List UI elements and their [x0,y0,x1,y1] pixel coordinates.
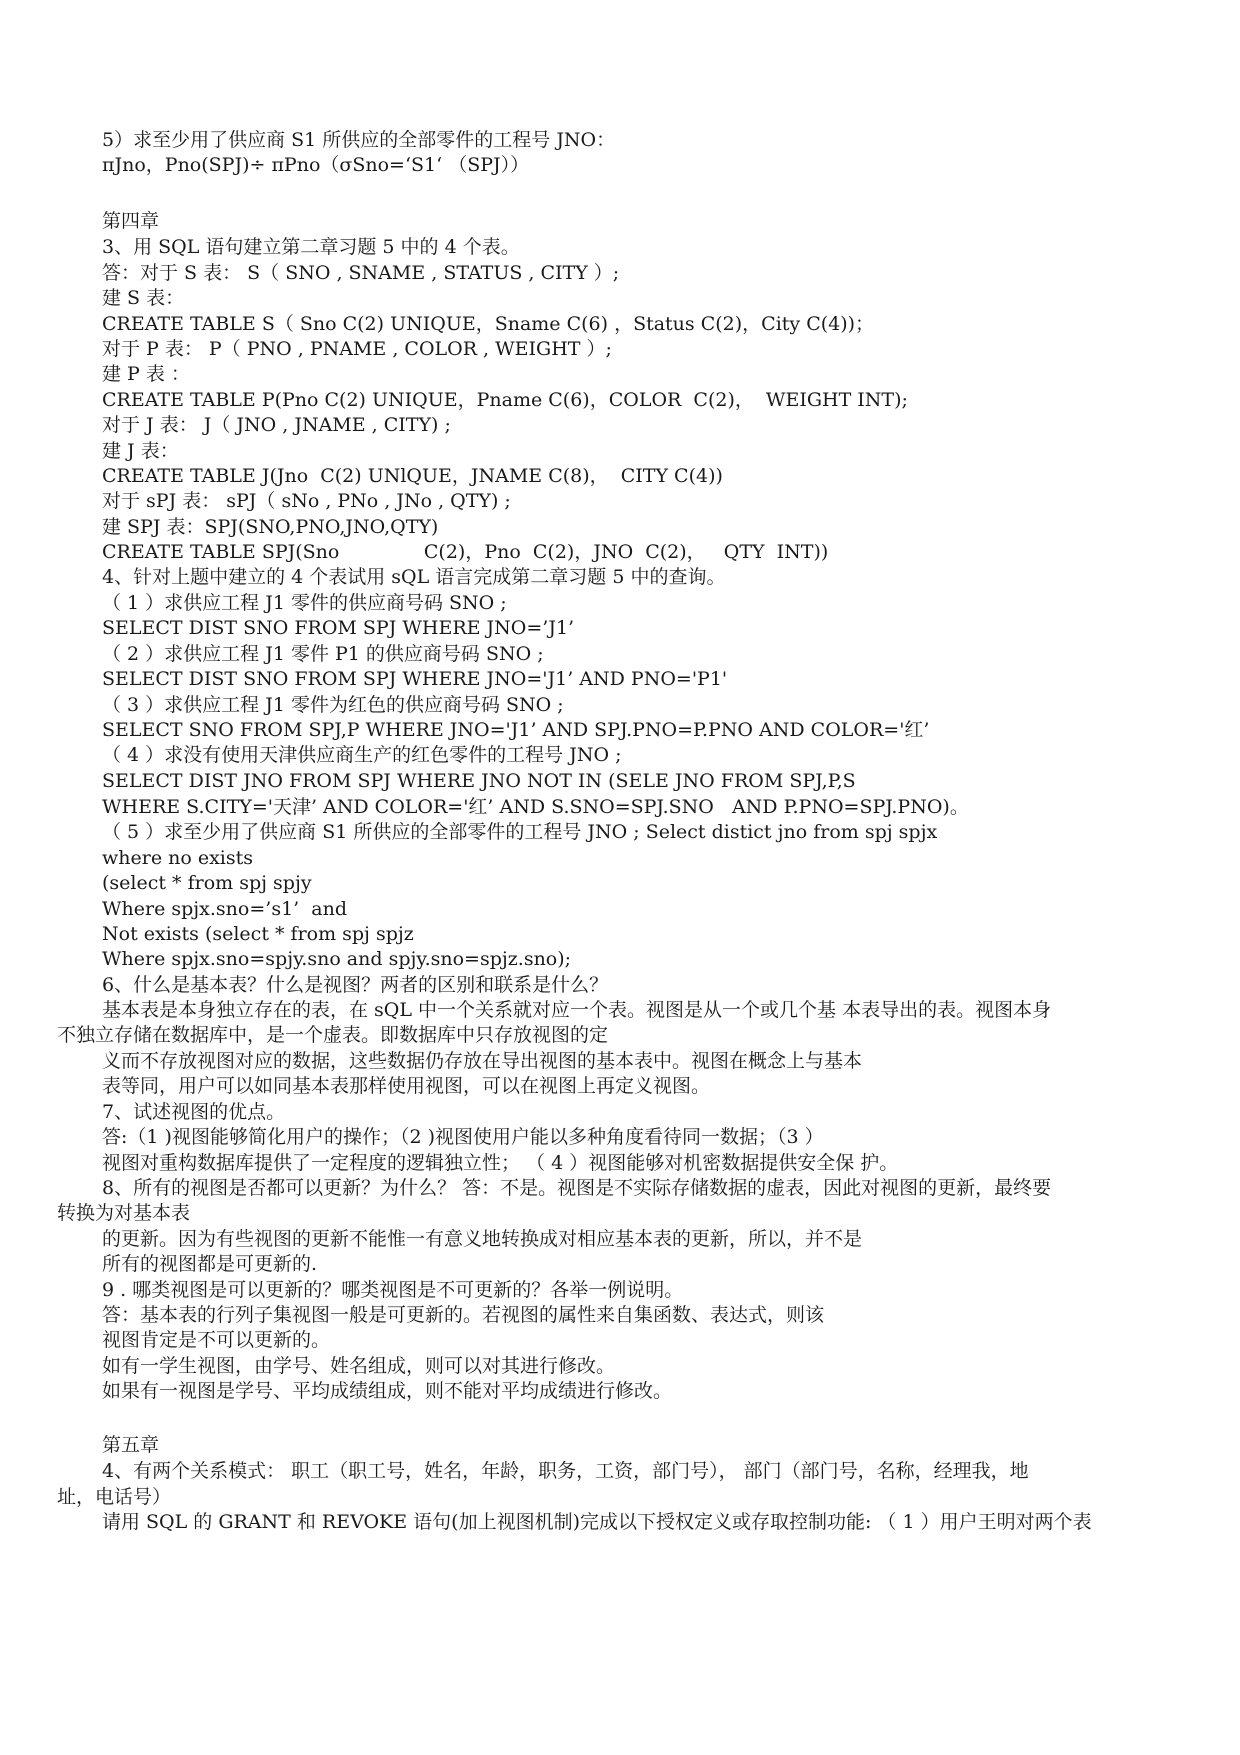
text-line: 5）求至少用了供应商 S1 所供应的全部零件的工程号 JNO： [102,129,616,151]
text-line: 建 S 表： [102,287,185,309]
text-line: 答：对于 S 表： S（ SNO , SNAME , STATUS , CITY ）; [102,262,620,284]
text-line: 不独立存储在数据库中，是一个虚表。即数据库中只存放视图的定 [57,1024,609,1046]
text-line: 如果有一视图是学号、平均成绩组成，则不能对平均成绩进行修改。 [102,1380,673,1402]
code-line: Where spjx.sno=’s1’ and [102,898,348,920]
code-line: CREATE TABLE J(Jno C(2) UNlQUE，JNAME C(8)， CITY C(4)) [102,465,723,487]
text-line: （ 2 ）求供应工程 J1 零件 P1 的供应商号码 SNO ; [102,643,544,665]
text-line: 视图对重构数据库提供了一定程度的逻辑独立性； （ 4 ）视图能够对机密数据提供安全保 护。 [102,1152,899,1174]
text-line: 答：基本表的行列子集视图一般是可更新的。若视图的属性来自集函数、表达式，则该 [102,1304,825,1326]
text-line: 的更新。因为有些视图的更新不能惟一有意义地转换成对相应基本表的更新，所以，并不是 [102,1228,863,1250]
text-line: 对于 J 表： J（ JNO , JNAME , CITY) ; [102,414,451,436]
text-line: πJno，Pno(SPJ)÷ πPno（σSno=‘S1‘ （SPJ）） [102,154,530,176]
text-line: 如有一学生视图，由学号、姓名组成，则可以对其进行修改。 [102,1355,616,1377]
text-line: 9 . 哪类视图是可以更新的？哪类视图是不可更新的？各举一例说明。 [102,1279,684,1301]
text-line: 3、用 SQL 语句建立第二章习题 5 中的 4 个表。 [102,236,520,258]
text-line: 对于 P 表： P（ PNO , PNAME , COLOR , WEIGHT ）; [102,338,612,360]
text-line: 建 SPJ 表：SPJ(SNO,PNO,JNO,QTY) [102,516,439,538]
text-line: 视图肯定是不可以更新的。 [102,1329,331,1351]
text-line: 表等同，用户可以如同基本表那样使用视图，可以在视图上再定义视图。 [102,1075,711,1097]
code-line: where no exists [102,847,253,869]
code-line: Where spjx.sno=spjy.sno and spjy.sno=spjz.sno); [102,948,572,970]
chapter-heading: 第五章 [102,1434,160,1456]
code-line: CREATE TABLE P(Pno C(2) UNIQUE，Pname C(6)，COLOR C(2)， WEIGHT INT); [102,389,908,411]
code-line: SELECT DIST SNO FROM SPJ WHERE JNO='J1’ AND PNO='P1' [102,668,728,690]
text-line: 建 P 表 ： [102,363,190,385]
text-line: （ 1 ）求供应工程 J1 零件的供应商号码 SNO ; [102,592,507,614]
text-line: 义而不存放视图对应的数据，这些数据仍存放在导出视图的基本表中。视图在概念上与基本 [102,1050,863,1072]
text-line: 所有的视图都是可更新的. [102,1253,318,1275]
code-line: SELECT SNO FROM SPJ,P WHERE JNO='J1’ AND SPJ.PNO=P.PNO AND COLOR='红’ [102,719,930,741]
chapter-heading: 第四章 [102,210,160,232]
text-line: 基本表是本身独立存在的表，在 sQL 中一个关系就对应一个表。视图是从一个或几个基 本表导出的表。视图本身 [102,999,1052,1021]
text-line: 对于 sPJ 表： sPJ（ sNo , PNo , JNo , QTY) ; [102,490,511,512]
code-line: Not exists (select * from spj spjz [102,923,414,945]
text-line: 请用 SQL 的 GRANT 和 REVOKE 语句(加上视图机制)完成以下授权定义或存取控制功能: （ 1 ）用户王明对两个表 [102,1511,1092,1533]
text-line: （ 3 ）求供应工程 J1 零件为红色的供应商号码 SNO ; [102,694,564,716]
text-line: 4、针对上题中建立的 4 个表试用 sQL 语言完成第二章习题 5 中的查询。 [102,566,726,588]
code-line: CREATE TABLE S（ Sno C(2) UNIQUE，Sname C(6) ，Status C(2)，City C(4))； [102,313,875,335]
text-line: 址，电话号） [57,1486,172,1508]
text-line: 转换为对基本表 [57,1202,191,1224]
code-line: CREATE TABLE SPJ(Sno C(2)，Pno C(2)，JNO C(2)， QTY INT)) [102,541,829,563]
code-line: WHERE S.CITY='天津’ AND COLOR='红’ AND S.SNO=SPJ.SNO AND P.PNO=SPJ.PNO)。 [102,796,969,818]
text-line: 答:（1 )视图能够简化用户的操作；（2 )视图使用户能以多种角度看待同一数据；（3 ） [102,1126,824,1148]
text-line: （ 5 ）求至少用了供应商 S1 所供应的全部零件的工程号 JNO ; Select distict jno from spj spjx [102,821,938,843]
text-line: 建 J 表： [102,440,179,462]
text-line: （ 4 ）求没有使用天津供应商生产的红色零件的工程号 JNO ; [102,744,622,766]
text-line: 4、有两个关系模式： 职工（职工号，姓名，年龄，职务，工资，部门号）， 部门（部门号，名称，经理我，地 [102,1460,1029,1482]
code-line: (select * from spj spjy [102,872,312,894]
text-line: 7、试述视图的优点。 [102,1101,286,1123]
text-line: 8、所有的视图是否都可以更新？为什么？ 答：不是。视图是不实际存储数据的虚表，因此对视图的更新，最终要 [102,1177,1052,1199]
text-line: 6、什么是基本表？什么是视图？两者的区别和联系是什么？ [102,974,609,996]
code-line: SELECT DIST JNO FROM SPJ WHERE JNO NOT IN (SELE JNO FROM SPJ,P,S [102,770,856,792]
code-line: SELECT DIST SNO FROM SPJ WHERE JNO=’J1’ [102,617,575,639]
